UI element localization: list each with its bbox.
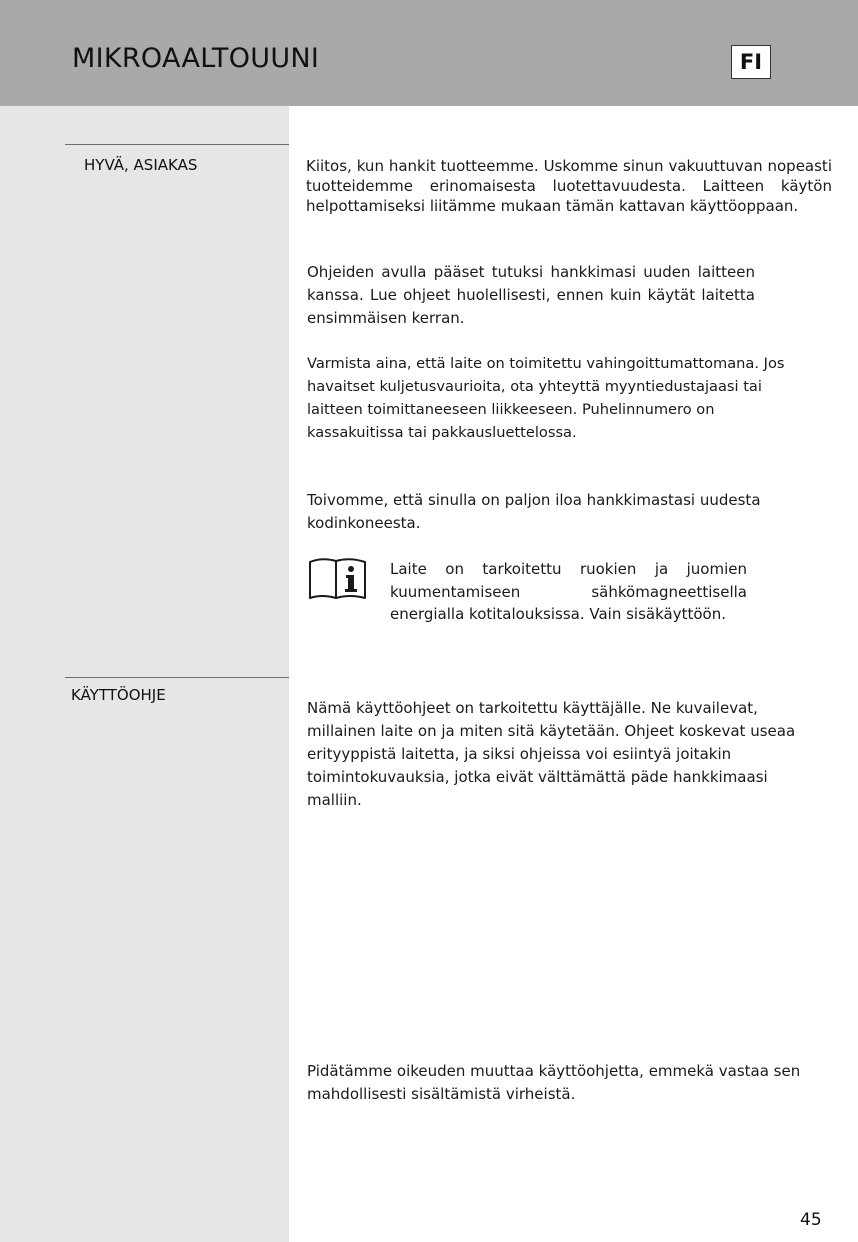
page-header [0,0,858,106]
delivery-check-paragraph: Varmista aina, että laite on toimitettu vahingoittumattomana. Jos havaitset kuljetusvaurioita, ota yhteyttä myyntiedustajaasi tai laitteen toimittaneeseen liikkeeseen. Puhelinnumero on kassakuitissa tai pakkausluettelossa. [307,355,785,441]
language-badge: FI [731,45,771,79]
wishes-paragraph: Toivomme, että sinulla on paljon iloa hankkimastasi uudesta kodinkoneesta. [307,491,761,532]
section-divider [65,677,289,678]
section-label-user-manual: KÄYTTÖOHJE [71,686,166,704]
section-divider [65,144,289,145]
manual-description-paragraph: Nämä käyttöohjeet on tarkoitettu käyttäjälle. Ne kuvailevat, millainen laite on ja miten sitä käytetään. Ohjeet koskevat useaa erityyppistä laitetta, ja siksi ohjeissa voi esiintyä joitakin toimintokuvauksia, jotka eivät välttämättä päde hankkimaasi malliin. [307,699,796,809]
info-note-text: Laite on tarkoitettu ruokien ja juomien kuumentamiseen sähkömagneettisella energialla kotitalouksissa. Vain sisäkäyttöön. [390,560,747,623]
info-book-icon [308,556,368,600]
section-label-dear-customer: HYVÄ, ASIAKAS [84,156,198,174]
disclaimer-paragraph: Pidätämme oikeuden muuttaa käyttöohjetta, emmekä vastaa sen mahdollisesti sisältämistä virheistä. [307,1062,801,1103]
intro-paragraph: Kiitos, kun hankit tuotteemme. Uskomme sinun vakuuttuvan nopeasti tuotteidemme erinomaisesta luotettavuudesta. Laitteen käytön helpottamiseksi liitämme mukaan tämän kattavan käyttöoppaan. [306,157,832,215]
instructions-paragraph: Ohjeiden avulla pääset tutuksi hankkimasi uuden laitteen kanssa. Lue ohjeet huolellisesti, ennen kuin käytät laitetta ensimmäisen kerran. [307,263,755,327]
page-title: MIKROAALTOUUNI [72,43,320,74]
page-number: 45 [800,1210,822,1230]
sidebar [0,106,289,1242]
